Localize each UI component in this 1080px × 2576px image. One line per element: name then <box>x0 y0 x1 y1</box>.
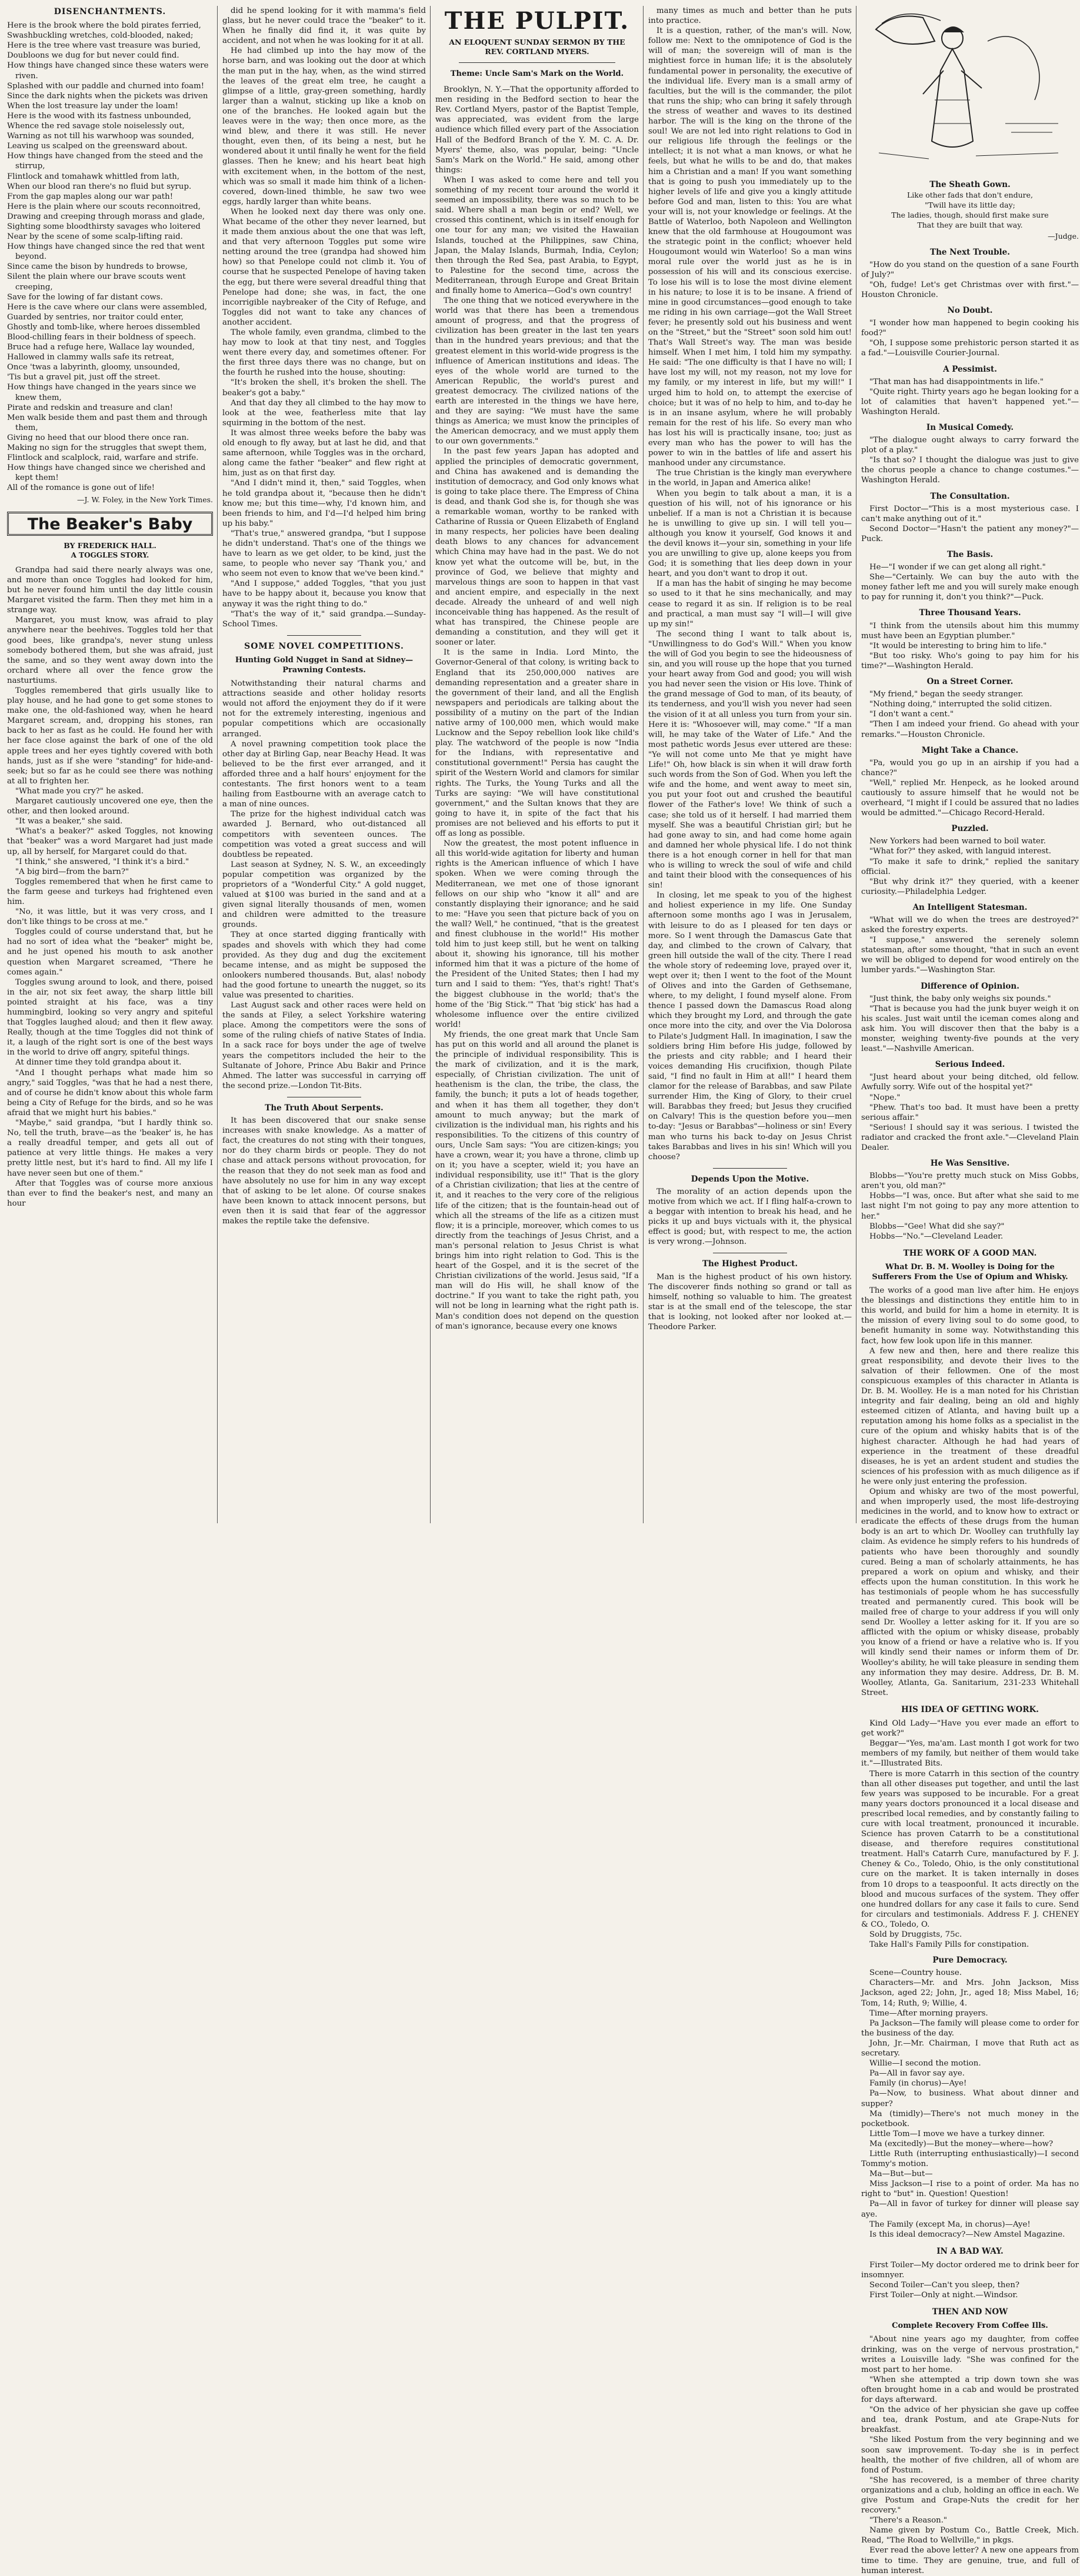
joke-paragraph: "What will we do when the trees are destroyed?" asked the forestry experts. <box>861 916 1079 935</box>
joke-paragraph: He—"I wonder if we can get along all right." <box>869 563 1046 572</box>
story-paragraph: Toggles could of course understand that, but he had no sort of idea what the "beaker" might be, and he just opened his mouth to ask another question when Margaret screamed, "There he comes again." <box>7 927 213 977</box>
joke-paragraph: "To make it safe to drink," replied the sanitary official. <box>861 857 1079 876</box>
story-title: The Beaker's Baby <box>27 515 193 533</box>
competitions-body <box>222 679 426 1091</box>
product-title: The Highest Product. <box>702 1259 798 1269</box>
motive-paragraph: The morality of an action depends upon the motive from which we act. If I fling half-a-crown to a beggar with intention to break his head, and he picks it up and buys victuals with it, the physical effect is good; but, with respect to me, the action is very wrong.—Johnson. <box>648 1187 852 1247</box>
democracy-paragraph: Family (in chorus)—Aye! <box>869 2079 967 2088</box>
joke-title: Three Thousand Years. <box>919 608 1021 618</box>
poem-line: Blood-chilling fears in their boldness of speech. <box>7 333 196 342</box>
then-now-paragraph: Ever read the above letter? A new one appears from time to time. They are genuine, true, and full of human interest. <box>861 2546 1079 2575</box>
joke-paragraph: "Oh, I suppose some prehistoric person started it as a fad."—Louisville Courier-Journal. <box>861 339 1079 358</box>
joke-title: A Pessimist. <box>943 364 997 374</box>
joke-paragraph: "Then I am indeed your friend. Go ahead with your remarks."—Houston Chronicle. <box>861 720 1079 739</box>
poem-line: Swashbuckling wretches, cold-blooded, naked; <box>7 31 194 41</box>
poem-line: Pirate and redskin and treasure and clan! <box>7 403 174 412</box>
story-paragraph: Margaret cautiously uncovered one eye, then the other, and then looked around. <box>7 797 213 816</box>
joke-paragraph: "What for?" they asked, with languid interest. <box>869 847 1051 856</box>
democracy-paragraph: Pa Jackson—The family will please come to order for the business of the day. <box>861 2018 1079 2038</box>
joke-paragraph: "It would be interesting to bring him to life." <box>869 641 1047 650</box>
joke-paragraph: Blobbs—"Gee! What did she say?" <box>869 1222 1005 1231</box>
poem-line: How things have changed from the steed and the stirrup, <box>7 152 203 171</box>
joke-title: No Doubt. <box>947 306 993 316</box>
sermon-paragraph: Brooklyn, N. Y.—That the opportunity afforded to men residing in the Bedford section to hear the Rev. Cortland Myers, pastor of the Baptist Temple, was appreciated, was evident from the large audience which filled every part of the Association Hall of the Bedford Branch of the Y. M. C. A. Dr. Myers' theme, also, was popular, being: "Uncle Sam's Mark on the World." He said, among other things: <box>435 85 639 175</box>
democracy-paragraph: Ma—But—but— <box>869 2170 933 2179</box>
serpents-paragraph: It has been discovered that our snake sense increases with snake knowledge. As a matter of fact, the creatures do not sting with their tongues, nor do they charm birds or people. They do not chase and attack persons without provocation, for the reason that they do not seek man as food and have absolutely no use for him in any way except that of asking to be let alone. Of course snakes have been known to attack innocent persons, but even then it is said that fear of the aggressor makes the reptile take the defensive. <box>222 1116 426 1226</box>
joke-paragraph: "Nothing doing," interrupted the solid citizen. <box>869 700 1052 709</box>
poem-line: Here is the tree where vast treasure was buried, <box>7 41 201 51</box>
story-paragraph: He had climbed up into the hay mow of the horse barn, and was looking out the door at which the man put in the hay, when, as the wind stirred the leaves of the great elm tree, he caught a glimpse of a little, gray-green something, hardly larger than a walnut, sticking up like a knob on one of the branches. He looked again but the leaves were in the way; then once more, as the wind blew, and there it was still. He never thought, even then, of its being a nest, but he wondered about it until finally he went for the field glasses. Then he knew; and his heart beat high with excitement when, in the bottom of the nest, which was so small it made him think of a lichen-covered, down-lined thimble, he saw two wee eggs, hardly larger than white beans. <box>222 46 426 206</box>
getting-work-title: HIS IDEA OF GETTING WORK. <box>901 1704 1039 1714</box>
poem-line: Here is the plain where our scouts reconnoitred, <box>7 202 201 211</box>
joke-title: Might Take a Chance. <box>921 745 1019 755</box>
bad-way-paragraph: First Toiler—My doctor ordered me to drink beer for insomnyer. <box>861 2260 1079 2280</box>
then-now-paragraph: "She liked Postum from the very beginning and we soon saw improvement. To-day she is in perfect health, the mother of five children, all of whom are fond of Postum. <box>861 2435 1079 2475</box>
story-paragraph: "That's true," answered grandpa, "but I suppose he didn't understand. That's one of the things we have to learn as we get older, to be kind, just the same, to people who never say 'Thank you,' and who seem not even to know that we've been kind." <box>222 529 426 579</box>
democracy-paragraph: Scene—Country house. <box>869 1968 962 1978</box>
poem-line: Giving no heed that our blood there once ran. <box>7 433 189 442</box>
story-paragraph: "That's the way of it," said grandpa.—Sunday-School Times. <box>222 609 426 629</box>
work-deck: What Dr. B. M. Woolley is Doing for the Sufferers From the Use of Opium and Whisky. <box>872 1262 1068 1282</box>
sermon-continued <box>648 6 852 1162</box>
sermon-paragraph: My friends, the one great mark that Uncle Sam has put on this world and all around the planet is the principle of individual responsibility. This is the mark of civilization, and it is the mark, especially, of Christian civilization. The unit of heathenism is the clan, the tribe, the class, the family, the bunch; it puts a lot of heads together, and when it has them all together, they don't amount to much anyway; but the mark of civilization is the individual man, his rights and his responsibilities. To the citizens of this country of ours, Uncle Sam says: "You are citizen-kings; you have a crown, wear it; you have a throne, climb up on it; you have a scepter, wield it; you have an individual responsibility, use it!" That is the glory of a Christian civilization; that lies at the centre of it, and it reaches to the very core of the religious life of the citizen; that is the fountain-head out of which all the streams of the life as a citizen must flow; it is a principle, moreover, which comes to us directly from the teachings of Jesus Christ, and a man's personal relation to Jesus Christ is what brings him into right relation to God. This is the heart of the Gospel, and it is the secret of the Christian civilizations of the world. Jesus said, "If a man will do His will, he shall know of the doctrine." If you want to take the right path, you will not be long in learning what the right path is. Man's condition does not depend on the question of man's ignorance, because every one knows <box>435 1030 639 1331</box>
story-paragraph: did he spend looking for it with mamma's field glass, but he never could trace the "beaker" to it. When he finally did find it, it was quite by accident, and not when he was looking for it at all. <box>222 6 426 46</box>
joke-paragraph: New Yorkers had been warned to boil water. <box>869 837 1046 846</box>
catarrh-paragraph: Take Hall's Family Pills for constipation. <box>869 1940 1029 1950</box>
joke-paragraph: "Pa, would you go up in an airship if you had a chance?" <box>861 758 1079 778</box>
poem-line: Leaving us scalped on the greensward about. <box>7 142 188 151</box>
poem-line: How things have changed since the red that went beyond. <box>7 242 205 262</box>
story-paragraph: "What's a beaker?" asked Toggles, not knowing that "beaker" was a word Margaret had just made up, all by herself, for Margaret could do that. <box>7 827 213 856</box>
poem-line: Since the dark nights when the pickets was driven <box>7 91 208 101</box>
story-paragraph: Toggles remembered that when he first came to the farm geese and turkeys had frightened even him. <box>7 877 213 906</box>
caption-line: The ladies, though, should first make sure <box>891 211 1049 220</box>
competitions-deck: Hunting Gold Nugget in Sand at Sidney—Prawning Contests. <box>235 655 414 675</box>
story-paragraph: "And I suppose," added Toggles, "that you just have to be happy about it, because you know that anyway it was the right thing to do." <box>222 579 426 609</box>
poem-line: Whence the red savage stole noiselessly out, <box>7 122 185 131</box>
story-paragraph: Toggles remembered that girls usually like to play house, and he had gone to get some stones to make one, the old-fashioned way, when he heard Margaret scream, and, dropping his stones, ran back to her as fast as he could. He found her with her face close against the bark of one of the old apple trees and her eyes tightly covered with both hands, just as if she were "standing" for hide-and-seek; but so far as he could see there was nothing at all to frighten her. <box>7 686 213 786</box>
column-1 <box>7 6 213 1523</box>
joke-title: Difference of Opinion. <box>921 981 1019 991</box>
sermon-paragraph: In closing, let me speak to you of the highest and holiest experience in my life. One Sunday afternoon some months ago I was in Jerusalem, with leisure to do as I pleased for ten days or more. So I went through the Damascus Gate that day, and climbed to the crown of Calvary, that green hill outside the wall of the city. There I read the whole story of redeeming love, prayed over it, wept over it; then I went to the foot of the Mount of Olives and into the Garden of Gethsemane, where, to my delight, I found myself alone. From thence I passed down the Damascus Road along which they brought my Lord, and through the gate once more into the city, and over the Via Dolorosa to Pilate's Judgment Hall. In imagination, I saw the soldiers bring Him before His judge, followed by the priests and city rabble; and I heard their voices demanding His crucifixion, though Pilate said, "I find no fault in Him at all!" I heard them clamor for the release of Barabbas, and saw Pilate surrender Him, the King of Glory, to their cruel will. Barabbas they freed; but Jesus they crucified on Calvary! This is the question before you—men to-day: "Jesus or Barabbas"—holiness or sin! Every man who turns his back to-day on Jesus Christ takes Barabbas and lives in his sin! Which will you choose? <box>648 891 852 1162</box>
sermon-paragraph: many times as much and better than he puts into practice. <box>648 6 852 26</box>
joke-paragraph: "I don't want a cent." <box>869 710 954 719</box>
column-4 <box>648 6 852 1523</box>
caption-line: Like other fads that don't endure, <box>906 191 1034 200</box>
story-title-box <box>7 512 213 536</box>
cartoon-caption <box>861 190 1079 230</box>
story-paragraph: The whole family, even grandma, climbed to the hay mow to look at that tiny nest, and Toggles went there every day, and sometimes oftener. For the first three days there was no change, but on the fourth he rushed into the house, shouting: <box>222 328 426 378</box>
joke-paragraph: "Is that so? I thought the dialogue was just to give the chorus people a chance to change costumes."—Washington Herald. <box>861 456 1079 485</box>
story-paragraph: "And I didn't mind it, then," said Toggles, when he told grandpa about it, "because then he didn't know me; but this time—why, I'd known him, and been friends to him, and I'd—I'd helped him bring up his baby." <box>222 479 426 528</box>
story-paragraph: It was almost three weeks before the baby was old enough to fly away, but at last he did, and that same afternoon, while Toggles was in the orchard, along came the father "beaker" and flew right at him, just as on that first day. <box>222 428 426 478</box>
joke-paragraph: "Well," replied Mr. Henpeck, as he looked around cautiously to assure himself that he would not be overheard, "I might if I could be assured that no ladies would be admitted."—Chicago Record-Herald. <box>861 778 1079 818</box>
sermon-paragraph: It is a question, rather, of the man's will. Now, follow me: Next to the omnipotence of God is the will of man; the sovereign will of man is the mightiest force in human life; it is the absolutely fundamental power in personality, the executive of the individual life. Every man is a small army of faculties, but the will is the commander, the pilot that runs the ship; who can bring it safely through the stress of weather and waves to its destined harbor. The will is the king on the throne of the soul! We are not led into right relations to God in our religious life through the feelings or the intellect; it is not what a man knows, or what he feels, but what he wills to be and do, that makes him a Christian and a man! If you want something that is going to push you immediately up to the higher levels of life and give you a kingly attitude before God and man, listen to this: You are what your will is, not your knowledge or feelings. At the Battle of Waterloo, both Napoleon and Wellington knew that the old farmhouse at Hougoumont was the strategic point in the conflict; whoever held Hougoumont would win Waterloo! So a man wins moral rule over the world just as he is in possession of his will and its conscious exercise. To lose his will is to lose the most divine element in his nature; to lose it is to be insane. A friend of mine in good circumstances—good enough to take me riding in his own carriage—got the Wall Street fever; he presently sold out his business and went on the "Street," but the "Street" soon sold him out! That's Wall Street's way. The man was beside himself. When I met him, I told him my sympathy. He said: "The one difficulty is that I have no will; I have lost my will, not my reason, not my love for my family, or my interest in life, but my will!" I urged him to hold on, to attempt the exercise of choice; but it was of no help to him, and to-day he is in an insane asylum, where he will probably remain for the rest of his life. So every man who has lost his will is practically insane, too; just as every man who has the power to will has the power to win in the battles of life and assert his manhood under any circumstance. <box>648 26 852 468</box>
democracy-paragraph: Pa—All in favor say aye. <box>869 2069 965 2078</box>
sermon-paragraph: In the past few years Japan has adopted and applied the principles of democratic government, and China has awakened and is demanding the institution of democracy, and God only knows what is going to take place there. The Empress of China is dead, and thank God she is, for though she was a remarkable woman, worthy to be ranked with Catharine of Russia or Queen Elizabeth of England in many respects, her policies have been dealing death blows to any chances for advancement which China may have had in the past. We do not know yet what the outcome will be, but, in the province of God, we believe that mighty and marvelous things are soon to happen in that vast and ancient empire, and especially in the next decade. Already the unheard of and well nigh inconceivable thing has happened. As the result of what has transpired, the Chinese people are demanding a constitution, and they will get it sooner or later. <box>435 447 639 648</box>
joke-paragraph: Hobbs—"I was, once. But after what she said to me last night I'm not going to pay any more attention to her." <box>861 1192 1079 1221</box>
product-paragraph: Man is the highest product of his own history. The discoverer finds nothing so grand or tall as himself, nothing so valuable to him. The greatest star is at the small end of the telescope, the star that is looking, not looked after nor looked at.—Theodore Parker. <box>648 1272 852 1332</box>
poem-line: Men walk beside them and past them and through them, <box>7 413 208 432</box>
catarrh-paragraph: Sold by Druggists, 75c. <box>869 1930 962 1939</box>
work-paragraph: The works of a good man live after him. He enjoys the blessings and distinctions they entitle him to in this world, and build for him a home in eternity. It is the mission of every living soul to do some good, to benefit humanity in some way. Notwithstanding this fact, how few look upon life in this manner. <box>861 1286 1079 1346</box>
joke-paragraph: "I wonder how man happened to begin cooking his food?" <box>861 319 1079 338</box>
joke-paragraph: "Nope." <box>869 1093 901 1102</box>
story-paragraph: "No, it was little, but it was very cross, and I don't like things to be cross at me." <box>7 907 213 927</box>
joke-paragraph: "The dialogue ought always to carry forward the plot of a play." <box>861 436 1079 455</box>
story-paragraph: "It was a beaker," she said. <box>15 817 123 826</box>
democracy-paragraph: Characters—Mr. and Mrs. John Jackson, Miss Jackson, aged 22; John, Jr., aged 18; Miss Mabel, 16; Tom, 14; Ruth, 9; Willie, 4. <box>861 1978 1079 2008</box>
then-now-paragraph: Name given by Postum Co., Battle Creek, Mich. Read, "The Road to Wellville," in pkgs. <box>861 2526 1079 2545</box>
sermon-paragraph: When I was asked to come here and tell you something of my recent tour around the world it seemed an impossibility, there was so much to be said. Where shall a man begin or end? Well, we crossed this continent, which is in itself enough for one tour for any man; we visited the Hawaiian Islands, touched at the Philippines, saw China, Japan, the Malay Islands, Burmah, India, Ceylon; then through the Red Sea, past Arabia, to Egypt, to Palestine for the second time, across the Mediterranean, through Europe and Great Britain and finally home to America—God's own country! <box>435 175 639 295</box>
story-paragraph: Margaret, you must know, was afraid to play anywhere near the beehives. Toggles told her that good bees, like grandpa's, never stung unless somebody bothered them, but she was afraid, just the same, and so they went away down into the orchard where all over the fence grow the nasturtiums. <box>7 616 213 685</box>
story-paragraph: "And I thought perhaps what made him so angry," said Toggles, "was that he had a nest there, and of course he didn't know about this whole farm being a City of Refuge for the birds, and so he was afraid that we might hurt his babies." <box>7 1068 213 1117</box>
story-subtitle: A TOGGLES STORY. <box>71 550 149 559</box>
work-title: THE WORK OF A GOOD MAN. <box>903 1248 1037 1258</box>
bad-way-paragraph: First Toiler—Only at night.—Windsor. <box>869 2291 1018 2300</box>
democracy-paragraph: Miss Jackson—I rise to a point of order. Ma has no right to "but" in. Question! Question! <box>861 2180 1079 2199</box>
competitions-title: SOME NOVEL COMPETITIONS. <box>244 641 404 651</box>
story-paragraph: "A big bird—from the barn?" <box>15 867 129 876</box>
story-paragraph: "I think," she answered, "I think it's a bird." <box>15 857 189 866</box>
democracy-paragraph: Little Ruth (interrupting enthusiastically)—I second Tommy's motion. <box>861 2149 1079 2169</box>
joke-paragraph: "I suppose," answered the serenely solemn statesman, after some thought, "that in such an event we will be obliged to depend for wood entirely on the lumber yards."—Washington Star. <box>861 936 1079 975</box>
joke-paragraph: "That is because you had the junk buyer weigh it on his scales. Just wait until the iceman comes along and ask him. You will discover then that the baby is a monster, weighing twenty-five pounds at the very least."—Nashville American. <box>861 1004 1079 1054</box>
joke-paragraph: "Serious! I should say it was serious. I twisted the radiator and cracked the front axle."—Cleveland Plain Dealer. <box>861 1123 1079 1152</box>
story-paragraph: "It's broken the shell, it's broken the shell. The beaker's got a baby." <box>222 378 426 398</box>
competitions-paragraph: The prize for the highest individual catch was awarded J. Bernard, who out-distanced all competitors with seventeen ounces. The competition was voted a great success and will doubtless be repeated. <box>222 810 426 859</box>
sermon-paragraph: The second thing I want to talk about is, "Unwillingness to do God's Will." When you know the will of God you begin to see the hideousness of sin, and you will rouse up the hope that you turned your heart away from God and good; you will wish you had never seen the vision or His love. Think of the grand message of God to man, of its beauty, of its tenderness, and you'll wish you never had seen the vision of it at all unless you turn from your sin. Here it is: "Whosoever will, may come." "If a man will, he may take of the Water of Life." And the most pathetic words Jesus ever uttered are these: "Ye will not come unto Me that ye might have Life!" Oh, how black is sin when it will draw forth such words from the Son of God. When you left the wife and the home, and went away to meet sin, you put your foot out and crushed the beautiful flower of the Father's love! We think of such a case; she told us of it herself. I had married them myself. She was a beautiful Christian girl; but he had gone away to sin, and had come home again and damned her whole physical life. I do not think there is a hot enough corner in hell for that man who is willing to wreck the soul of wife and child and taint their blood with the consequences of his sin! <box>648 629 852 890</box>
poem-line: How things have changed since we cherished and kept them! <box>7 463 206 483</box>
sermon-paragraph: The true Christian is the kingly man everywhere in the world, in Japan and America alike! <box>648 469 852 488</box>
joke-title: He Was Sensitive. <box>930 1159 1010 1169</box>
sermon-theme: Theme: Uncle Sam's Mark on the World. <box>450 69 624 78</box>
poem-attribution: —J. W. Foley, in the New York Times. <box>76 495 213 504</box>
divider <box>713 1168 787 1169</box>
poem-line: From the gap maples along our war path! <box>7 192 174 201</box>
democracy-paragraph: The Family (except Ma, in chorus)—Aye! <box>869 2220 1031 2229</box>
story-byline: BY FREDERICK HALL. <box>64 540 156 550</box>
work-paragraph: A few new and then, here and there realize this great responsibility, and devote their lives to the salvation of their fellowmen. One of the most conspicuous examples of this character in Atlanta is Dr. B. M. Woolley. He is a man noted for his Christian integrity and fair dealing, being an old and highly esteemed citizen of Atlanta, and having built up a reputation among his home folks as a specialist in the cure of the opium and whisky habits that is of the highest character. Although he had had years of experience in the treatment of these dreadful diseases, he is yet an ardent student and studies the sciences of his profession with as much diligence as if he were only just entering the profession. <box>861 1346 1079 1486</box>
divider <box>459 62 615 63</box>
woman-figure-illustration <box>861 6 1079 176</box>
poem-line: Hallowed in clammy walls safe its retreat, <box>7 353 175 362</box>
story-paragraph: After that Toggles was of course more anxious than ever to find the beaker's nest, and many an hour <box>7 1179 213 1208</box>
democracy-paragraph: Ma (excitedly)—But the money—where—how? <box>869 2139 1054 2148</box>
joke-paragraph: Second Doctor—"Hasn't the patient any money?"—Puck. <box>861 524 1079 543</box>
joke-title: The Consultation. <box>930 491 1010 501</box>
poem-line: Silent the plain where our brave scouts went creeping, <box>7 272 186 292</box>
story-paragraph: Grandpa had said there nearly always was one, and more than once Toggles had looked for him, but he never found him until the day little cousin Margaret visited the farm. Then they met him in a strange way. <box>7 565 213 615</box>
poem-line: Drawing and creeping through morass and glade, <box>7 212 205 221</box>
motive-title: Depends Upon the Motive. <box>691 1174 809 1184</box>
democracy-title: Pure Democracy. <box>932 1956 1008 1966</box>
pulpit-subhead: AN ELOQUENT SUNDAY SERMON BY THE REV. CORTLAND MYERS. <box>449 38 625 56</box>
competitions-paragraph: They at once started digging frantically with spades and shovels with which they had come provided. As they dug and dug the excitement became intense, and as might be supposed the onlookers numbered thousands. But, alas! nobody had the good fortune to unearth the nugget, so its value was presented to charities. <box>222 930 426 1000</box>
poem-line: Sighting some bloodthirsty savages who loitered <box>7 222 201 231</box>
joke-title: An Intelligent Statesman. <box>912 902 1028 912</box>
then-now-paragraph: "About nine years ago my daughter, from coffee drinking, was on the verge of nervous prostration," writes a Louisville lady. "She was confined for the most part to her home. <box>861 2335 1079 2374</box>
cartoon-title: The Sheath Gown. <box>929 180 1011 189</box>
work-paragraph: Opium and whisky are two of the most powerful, and when improperly used, the most life-destroying medicines in the world, and to know how to extract or eradicate the effects of these drugs from the human body is an art to which Dr. Woolley can truthfully lay claim. As evidence he simply refers to his hundreds of patients who have been thoroughly and soundly cured. Being a man of scholarly attainments, he has prepared a work on opium and whisky, and their effects upon the human constitution. In this work he has testimonials of people whom he has successfully treated and permanently cured. This book will be mailed free of charge to your address if you will only send Dr. Woolley a letter asking for it. If you are so afflicted with the opium or whisky disease, probably you know of a friend or have a relative who is. If you will kindly send their names or inform them of Dr. Woolley's ability, he will take pleasure in sending them any information they may desire. Address, Dr. B. M. Woolley, Atlanta, Ga. Sanitarium, 231-233 Whitehall Street. <box>861 1487 1079 1697</box>
poem-line: Here is the brook where the bold pirates ferried, <box>7 21 201 31</box>
competitions-paragraph: A novel prawning competition took place the other day at Birling Gap, near Beachy Head. It was believed to be the first ever arranged, and it afforded three and a half hours' enjoyment for the contestants. The first honors went to a team hailing from Eastbourne with an average catch to a man of nine ounces. <box>222 739 426 809</box>
democracy-paragraph: Pa—All in favor of turkey for dinner will please say aye. <box>861 2200 1079 2219</box>
caption-line: That they are built that way. <box>917 221 1023 230</box>
poem-line: Since came the bison by hundreds to browse, <box>7 262 188 272</box>
poem-line: All of the romance is gone out of life! <box>7 483 155 493</box>
joke-title: In Musical Comedy. <box>926 422 1014 432</box>
poem-line: Splashed with our paddle and churned into foam! <box>7 81 205 91</box>
democracy-paragraph: Time—After morning prayers. <box>869 2008 988 2018</box>
column-3 <box>435 6 639 1523</box>
poem-line: Once 'twas a labyrinth, gloomy, unsounded, <box>7 363 181 372</box>
poem-line: Making no sign for the struggles that swept them, <box>7 443 207 453</box>
bad-way-title: IN A BAD WAY. <box>936 2246 1004 2256</box>
story-body <box>7 565 213 1209</box>
joke-paragraph: "But too risky. Who's going to pay him for his time?"—Washington Herald. <box>861 651 1079 670</box>
poem-line: 'Tis but a gravel pit, just off the street. <box>7 373 161 382</box>
poem-body <box>7 21 213 493</box>
divider <box>287 635 361 636</box>
pulpit-title: THE PULPIT. <box>444 7 630 35</box>
sermon-paragraph: When you begin to talk about a man, it is a question of his will, not of his ignorance or his unbelief. If a man is not a Christian it is because he is unwilling to give up sin. I will tell you—although you know it yourself, God knows it and the devil knows it—your sin, something in your life you are unwilling to give up, alone keeps you from God; it is something that lies deep down in your heart, and you don't want to drop it out. <box>648 489 852 579</box>
poem-line: Guarded by sentries, nor traitor could enter, <box>7 312 184 322</box>
poem-line: Flintlock and tomahawk whittled from lath, <box>7 172 180 181</box>
poem-line: Here is the cave where our clans were assembled, <box>7 302 207 312</box>
poem-line: When our blood ran there's no fluid but syrup. <box>7 182 192 191</box>
joke-paragraph: "That man has had disappointments in life." <box>869 377 1044 386</box>
sermon-paragraph: Now the greatest, the most potent influence in all this world-wide agitation for liberty and human rights is the American influence of which I have spoken. When we were coming through the Mediterranean, we met one of those ignorant fellows on our ship who "know it all" and are constantly displaying their ignorance; and he said to me: "Have you seen that picture back of you on the wall? Well," he continued, "that is the greatest and finest clubhouse in the world!" His mother told him to just keep still, but he went on talking about it, showing his ignorance, till his mother informed him that it was a picture of the home of the President of the United States; then I had my turn and I said to them: "Yes, that's right! That's the biggest clubhouse in the world; that's the home of the 'Big Stick.'" That 'big stick' has had a wholesome influence over the entire civilized world! <box>435 839 639 1029</box>
product-body <box>648 1272 852 1333</box>
poem-line: Doubloons we dug for but never could find. <box>7 51 179 61</box>
poem-title: DISENCHANTMENTS. <box>54 7 166 16</box>
then-now-paragraph: "She has recovered, is a member of three charity organizations and a club, holding an office in each. We give Postum and Grape-Nuts the credit for her recovery." <box>861 2475 1079 2515</box>
poem-line: Here is the wood with its fastness unbounded, <box>7 111 191 121</box>
joke-title: Serious Indeed. <box>935 1060 1005 1070</box>
jokes-list <box>861 248 1079 1242</box>
poem-line: How things have changed since these waters were riven. <box>7 61 209 81</box>
motive-body <box>648 1187 852 1247</box>
sermon-paragraph: If a man has the habit of singing he may become so used to it that he sins mechanically, and may cease to regard it as sin. If religion is to be real and practical, a man must say "I will—I will give up my sin!" <box>648 579 852 629</box>
story-paragraph: Toggles swung around to look, and there, poised in the air, not six feet away, the sharp little bill pointed straight at his face, was a tiny hummingbird, looking so very angry and spiteful that Toggles laughed aloud; and then it flew away. Really, though at the time Toggles did not think of it, a laugh of the right sort is one of the best ways in the world to drive off angry, spiteful things. <box>7 977 213 1057</box>
cartoon-attribution: —Judge. <box>1048 232 1079 241</box>
serpents-title: The Truth About Serpents. <box>265 1103 384 1113</box>
story-continued <box>222 6 426 629</box>
joke-title: The Next Trouble. <box>930 247 1010 257</box>
joke-paragraph: "Quite right. Thirty years ago he began looking for a lot of calamities that haven't happened yet."—Washington Herald. <box>861 387 1079 416</box>
joke-title: Puzzled. <box>951 824 989 834</box>
joke-paragraph: "Phew. That's too bad. It must have been a pretty serious affair." <box>861 1103 1079 1122</box>
poem-line: When the lost treasure lay under the loam! <box>7 101 179 111</box>
story-paragraph: And that day they all climbed to the hay mow to look at the wee, featherless mite that lay squirming in the bottom of the nest. <box>222 398 426 428</box>
joke-paragraph: "Just think, the baby only weighs six pounds." <box>869 994 1051 1003</box>
then-now-paragraph: "When she attempted a trip down town she was often brought home in a cab and would be prostrated for days afterward. <box>861 2375 1079 2405</box>
getting-work-paragraph: Beggar—"Yes, ma'am. Last month I got work for two members of my family, but neither of them would take it."—Illustrated Bits. <box>861 1739 1079 1769</box>
column-2 <box>222 6 426 1523</box>
competitions-paragraph: Notwithstanding their natural charms and attractions seaside and other holiday resorts would not afford the enjoyment they do if it were not for the extremely interesting, ingenious and popular competitions which are occasionally arranged. <box>222 679 426 739</box>
democracy-paragraph: Is this ideal democracy?—New Amstel Magazine. <box>869 2230 1065 2239</box>
sermon-paragraph: The one thing that we noticed everywhere in the world was that there has been a tremendous amount of progress, and that the progress of civilization has been greater in the last ten years than in the hundred years previous; and that the greatest element in this world-wide progress is the influence of American institutions and ideas. The eyes of the whole world are turned to the American Republic, the world's purest and greatest democracy. The civilized nations of the earth are interested in the things we have here, and they are saying: "We must have the same things as America; we must know the principles of the American democracy, and we must apply them to our own governments." <box>435 296 639 446</box>
poem-line: How things have changed in the years since we knew them, <box>7 383 196 402</box>
getting-work-paragraph: Kind Old Lady—"Have you ever made an effort to get work?" <box>861 1719 1079 1739</box>
democracy-paragraph: Little Tom—I move we have a turkey dinner. <box>869 2129 1045 2138</box>
story-paragraph: "What made you cry?" he asked. <box>15 786 144 796</box>
caption-line: "Twill have its little day; <box>925 201 1015 210</box>
sheath-gown-illustration <box>861 6 1079 176</box>
poem-line: Bruce had a refuge here, Wallace lay wounded, <box>7 343 195 352</box>
joke-paragraph: "How do you stand on the question of a sane Fourth of July?" <box>861 260 1079 279</box>
joke-paragraph: She—"Certainly. We can buy the auto with the money father left me and you will surely make enough to pay for running it, don't you think?"—Puck. <box>861 573 1079 602</box>
serpents-body <box>222 1116 426 1226</box>
poem-line: Ghostly and tomb-like, where heroes dissembled <box>7 322 201 332</box>
then-now-paragraph: "On the advice of her physician she gave up coffee and tea, drank Postum, and ate Grape-Nuts for breakfast. <box>861 2405 1079 2435</box>
column-5 <box>861 6 1079 2575</box>
then-now-deck: Complete Recovery From Coffee Ills. <box>892 2321 1048 2331</box>
joke-title: On a Street Corner. <box>926 677 1014 687</box>
catarrh-paragraph: There is more Catarrh in this section of the country than all other diseases put together, and until the last few years was supposed to be incurable. For a great many years doctors pronounced it a local disease and prescribed local remedies, and by constantly failing to cure with local treatment, pronounced it incurable. Science has proven Catarrh to be a constitutional disease, and therefore requires constitutional treatment. Hall's Catarrh Cure, manufactured by F. J. Cheney & Co., Toledo, Ohio, is the only constitutional cure on the market. It is taken internally in doses from 10 drops to a teaspoonful. It acts directly on the blood and mucous surfaces of the system. They offer one hundred dollars for any case it fails to cure. Send for circulars and testimonials. Address F. J. CHENEY & CO., Toledo, O. <box>861 1769 1079 1929</box>
then-now-paragraph: "There's a Reason." <box>869 2516 948 2525</box>
joke-paragraph: "My friend," began the seedy stranger. <box>869 690 1024 699</box>
joke-paragraph: "I think from the utensils about him this mummy must have been an Egyptian plumber." <box>861 621 1079 640</box>
joke-paragraph: First Doctor—"This is a most mysterious case. I can't make anything out of it." <box>861 504 1079 523</box>
poem-line: Save for the lowing of far distant cows. <box>7 292 163 302</box>
joke-paragraph: "But why drink it?" they queried, with a keener curiosity.—Philadelphia Ledger. <box>861 877 1079 896</box>
then-now-title: THEN AND NOW <box>932 2307 1008 2317</box>
sermon-body <box>435 85 639 1332</box>
competitions-paragraph: Last season at Sydney, N. S. W., an exceedingly popular competition was organized by the proprietors of a "Wonderful City." A gold nugget, valued at $100 was buried in the sand and at a given signal literally thousands of men, women and children were admitted to the treasure grounds. <box>222 860 426 930</box>
joke-paragraph: Blobbs—"You're pretty much stuck on Miss Gobbs, aren't you, old man?" <box>861 1172 1079 1191</box>
joke-paragraph: Hobbs—"No."—Cleveland Leader. <box>869 1232 1004 1241</box>
joke-paragraph: "Oh, fudge! Let's get Christmas over with first."—Houston Chronicle. <box>861 280 1079 299</box>
poem-line: Near by the scene of some scalp-lifting raid. <box>7 232 183 242</box>
joke-title: The Basis. <box>946 550 994 559</box>
joke-paragraph: "Just heard about your being ditched, old fellow. Awfully sorry. Wife out of the hospital yet?" <box>861 1073 1079 1092</box>
sermon-paragraph: It is the same in India. Lord Minto, the Governor-General of that colony, is writing back to England that its 250,000,000 natives are demanding representation and a greater share in the government of their land, and all the English newspapers and periodicals are talking about the possibility of a mutiny on the part of the Indian native army of 100,000 men, which would make Lucknow and the Sepoy rebellion look like child's play. The watchword of the people is now "India for the Indians, with representative and constitutional government!" Persia has caught the spirit of the Western World and clamors for similar rights. The Turks, the Young Turks and all the Turks are saying: "We will have constitutional government," and the Sultan knows that they are going to have it, in spite of the fact that his promises are not believed and his efforts to put it off as long as possible. <box>435 648 639 839</box>
competitions-paragraph: Last August sack and other races were held on the sands at Filey, a select Yorkshire watering place. Among the competitors were the sons of some of the ruling chiefs of native States of India. In a sack race for boys under the age of twelve years the competitors included the heir to the Sultanate of Johore, Prince Abu Bakir and Prince Ahmed. The latter was successful in carrying off the second prize.—London Tit-Bits. <box>222 1001 426 1090</box>
democracy-paragraph: Ma (timidly)—There's not much money in the pocketbook. <box>861 2109 1079 2128</box>
democracy-paragraph: Willie—I second the motion. <box>869 2059 981 2068</box>
poem-line: Flintlock and scalplock, raid, warfare and strife. <box>7 453 199 463</box>
poem-line: Warning as not till his warwhoop was sounded, <box>7 132 195 141</box>
story-paragraph: When he looked next day there was only one. What became of the other they never learned, but it made them anxious about the one that was left, and that very afternoon Toggles put some wire netting around the tree (grandpa had showed him how) so that Penelope could not climb it. You of course that he suspected Penelope of having taken the egg, but there were several dreadful thing that Penelope had done; she was, in fact, the one incorrigible naybreaker of the City of Refuge, and Toggles did not want to take any chances of another accident. <box>222 207 426 327</box>
bad-way-paragraph: Second Toiler—Can't you sleep, then? <box>869 2281 1020 2290</box>
story-paragraph: At dinner time they told grandpa about it. <box>15 1058 182 1067</box>
right-column-ads <box>861 1249 1079 2576</box>
democracy-paragraph: John, Jr.—Mr. Chairman, I move that Ruth act as secretary. <box>861 2038 1079 2058</box>
story-paragraph: "Maybe," said grandpa, "but I hardly think so. No, tell the truth, brave—as the 'beaker' is, he has a really dreadful temper, and gets all out of patience at very little things. He makes a very pretty little nest, but it's hard to find. All my life I have never seen but one of them." <box>7 1119 213 1178</box>
democracy-paragraph: Pa—Now, to business. What about dinner and supper? <box>861 2089 1079 2108</box>
